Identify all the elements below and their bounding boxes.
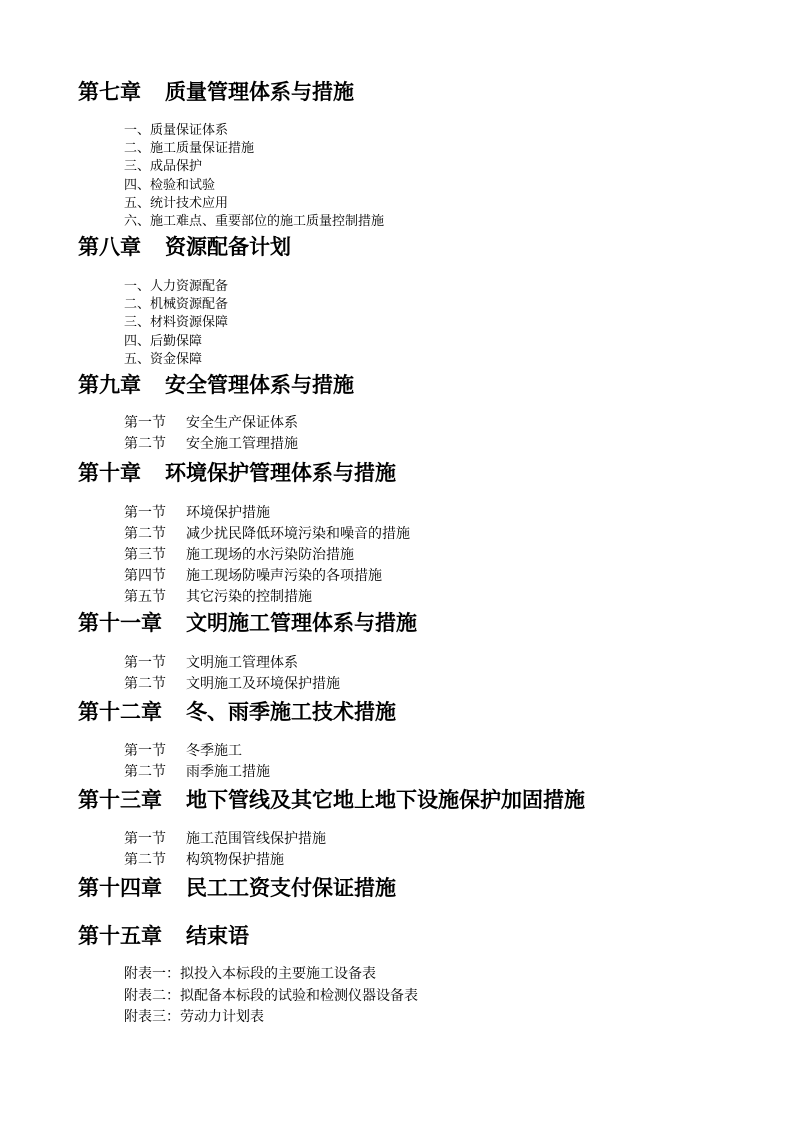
section-list <box>124 413 298 455</box>
list-item: 六、施工难点、重要部位的施工质量控制措施 <box>124 213 385 229</box>
section-item <box>124 850 326 871</box>
section-label: 第二节 <box>124 676 166 692</box>
section-item <box>124 503 410 524</box>
section-label: 第二节 <box>124 436 166 452</box>
section-item <box>124 674 340 695</box>
list-item: 二、机械资源配备 <box>124 297 229 313</box>
chapter-heading <box>78 921 249 951</box>
chapter-heading <box>78 785 585 815</box>
section-text: 文明施工管理体系 <box>186 655 298 671</box>
list-item: 四、后勤保障 <box>124 333 203 349</box>
section-text: 施工范围管线保护措施 <box>186 831 326 847</box>
section-text: 冬季施工 <box>186 743 242 759</box>
section-item <box>124 587 410 608</box>
chapter-title: 民工工资支付保证措施 <box>186 875 396 900</box>
chapter-heading <box>78 77 354 107</box>
chapter-heading <box>78 458 396 488</box>
section-text: 雨季施工措施 <box>186 764 270 780</box>
section-list <box>124 741 270 783</box>
chapter-title: 冬、雨季施工技术措施 <box>186 699 396 724</box>
section-text: 安全生产保证体系 <box>186 415 298 431</box>
section-item <box>124 653 340 674</box>
chapter-item-list <box>124 122 384 231</box>
section-list <box>124 829 326 871</box>
section-label: 第二节 <box>124 764 166 780</box>
list-item: 三、成品保护 <box>124 159 203 175</box>
chapter-heading <box>78 608 417 638</box>
attachment-list <box>124 964 418 1029</box>
section-label: 第五节 <box>124 589 166 605</box>
section-text: 施工现场的水污染防治措施 <box>186 547 354 563</box>
section-label: 第一节 <box>124 505 166 521</box>
chapter-number: 第十章 <box>78 460 141 485</box>
chapter-number: 第十二章 <box>78 699 162 724</box>
section-item <box>124 413 298 434</box>
section-text: 文明施工及环境保护措施 <box>186 676 340 692</box>
section-item <box>124 566 410 587</box>
section-text: 施工现场防噪声污染的各项措施 <box>186 568 382 584</box>
attachment-item: 附表三：劳动力计划表 <box>124 1009 264 1025</box>
section-text: 其它污染的控制措施 <box>186 589 312 605</box>
section-label: 第二节 <box>124 526 166 542</box>
section-text: 环境保护措施 <box>186 505 270 521</box>
list-item: 一、人力资源配备 <box>124 279 229 294</box>
chapter-number: 第九章 <box>78 372 141 397</box>
section-item <box>124 762 270 783</box>
chapter-title: 资源配备计划 <box>165 234 291 259</box>
attachment-item: 附表二：拟配备本标段的试验和检测仪器设备表 <box>124 987 418 1004</box>
chapter-number: 第十五章 <box>78 923 162 948</box>
list-item: 四、检验和试验 <box>124 177 216 193</box>
chapter-title: 安全管理体系与措施 <box>165 372 354 397</box>
section-item <box>124 829 326 850</box>
chapter-number: 第八章 <box>78 234 141 259</box>
section-item <box>124 434 298 455</box>
chapter-number: 第七章 <box>78 79 141 104</box>
section-list <box>124 653 340 695</box>
section-text: 减少扰民降低环境污染和噪音的措施 <box>186 526 410 542</box>
list-item: 三、材料资源保障 <box>124 315 229 331</box>
chapter-number: 第十一章 <box>78 610 162 635</box>
chapter-title: 环境保护管理体系与措施 <box>165 460 396 485</box>
section-list <box>124 503 410 608</box>
chapter-heading <box>78 697 396 727</box>
section-label: 第四节 <box>124 568 166 584</box>
chapter-title: 地下管线及其它地上地下设施保护加固措施 <box>186 787 585 812</box>
chapter-heading <box>78 370 354 400</box>
section-label: 第一节 <box>124 831 166 847</box>
chapter-heading <box>78 873 396 903</box>
section-item <box>124 741 270 762</box>
list-item: 五、资金保障 <box>124 351 203 367</box>
section-label: 第一节 <box>124 415 166 431</box>
section-text: 安全施工管理措施 <box>186 436 298 452</box>
chapter-title: 质量管理体系与措施 <box>165 79 354 104</box>
chapter-title: 结束语 <box>186 923 249 948</box>
chapter-number: 第十四章 <box>78 875 162 900</box>
section-item <box>124 545 410 566</box>
chapter-heading <box>78 232 291 262</box>
section-text: 构筑物保护措施 <box>186 852 284 868</box>
chapter-number: 第十三章 <box>78 787 162 812</box>
section-label: 第二节 <box>124 852 166 868</box>
section-label: 第三节 <box>124 547 166 563</box>
section-label: 第一节 <box>124 743 166 759</box>
chapter-title: 文明施工管理体系与措施 <box>186 610 417 635</box>
chapter-item-list <box>124 278 228 369</box>
list-item: 五、统计技术应用 <box>124 195 229 211</box>
section-item <box>124 524 410 545</box>
list-item: 一、质量保证体系 <box>124 123 229 138</box>
section-label: 第一节 <box>124 655 166 671</box>
list-item: 二、施工质量保证措施 <box>124 141 255 157</box>
attachment-item: 附表一：拟投入本标段的主要施工设备表 <box>124 966 376 982</box>
